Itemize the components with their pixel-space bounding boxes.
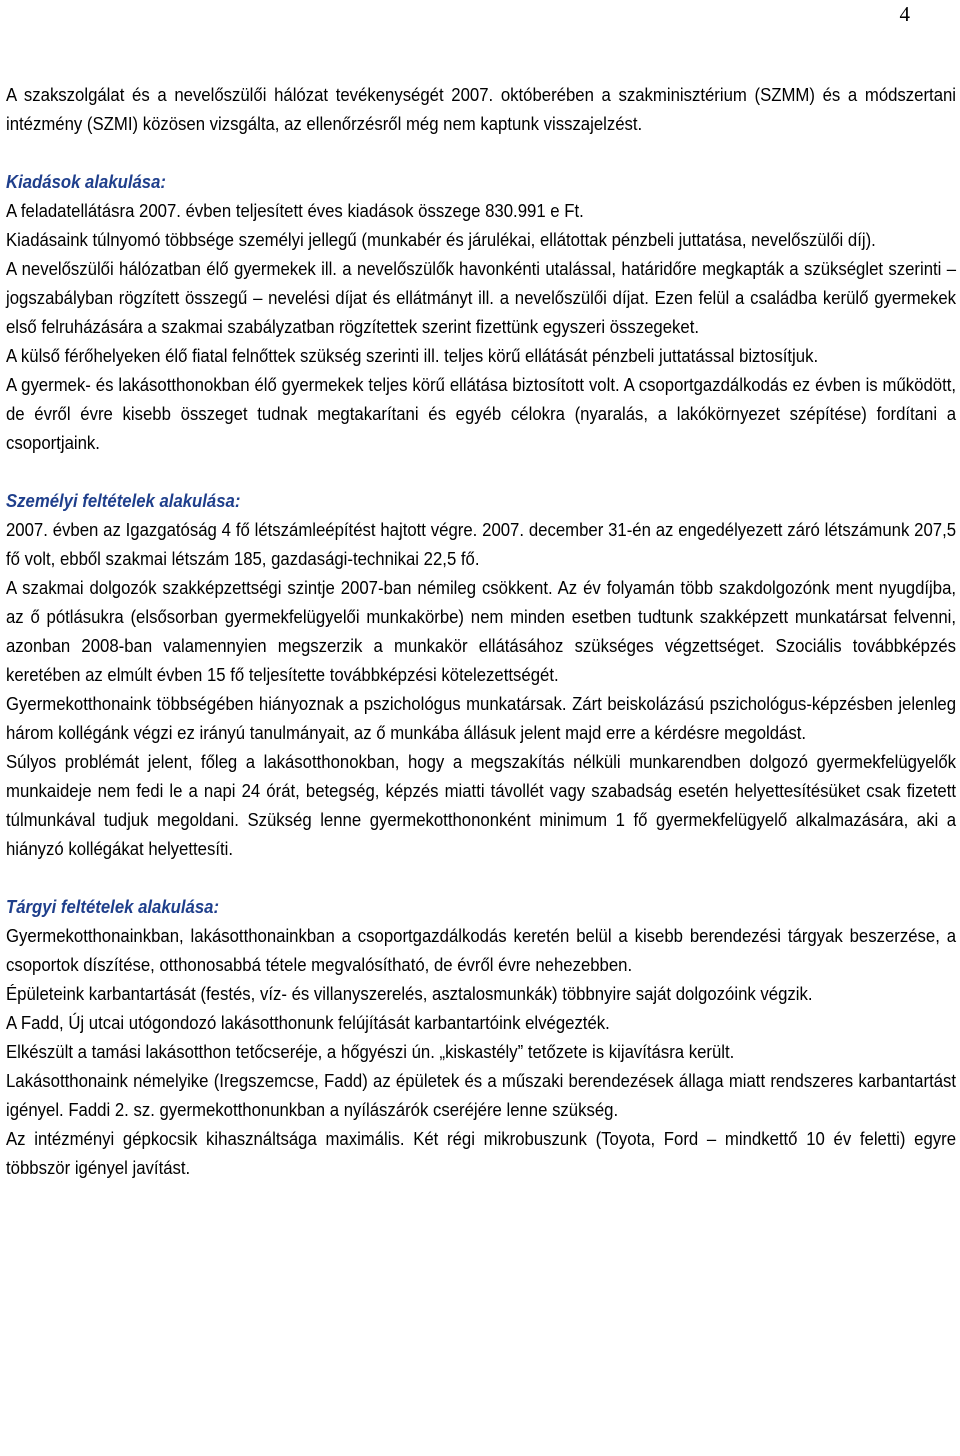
paragraph: Az intézményi gépkocsik kihasználtsága maximális. Két régi mikrobuszunk (Toyota, Ford – mindkettő 10 év feletti) egyre többször igényel javítást. <box>6 1128 957 1178</box>
paragraph: Kiadásaink túlnyomó többsége személyi jellegű (munkabér és járulékai, ellátottak pénzbeli juttatása, nevelőszülői díj). <box>6 229 876 250</box>
section-heading-personnel: Személyi feltételek alakulása: <box>6 490 241 511</box>
paragraph: A külső férőhelyeken élő fiatal felnőttek szükség szerinti ill. teljes körű ellátását pénzbeli juttatással biztosítjuk. <box>6 345 819 366</box>
spacer <box>6 457 956 486</box>
spacer <box>6 863 956 892</box>
document-body <box>6 80 956 1182</box>
paragraph: Elkészült a tamási lakásotthon tetőcseréje, a hőgyészi ún. „kiskastély” tetőzete is kijavításra került. <box>6 1041 735 1062</box>
section-heading-material: Tárgyi feltételek alakulása: <box>6 896 220 917</box>
page-number: 4 <box>899 2 910 26</box>
paragraph: Épületeink karbantartását (festés, víz- és villanyszerelés, asztalosmunkák) többnyire saját dolgozóink végzik. <box>6 983 813 1004</box>
paragraph: A szakmai dolgozók szakképzettségi szintje 2007-ban némileg csökkent. Az év folyamán több szakdolgozónk ment nyugdíjba, az ő pótlásukra (elsősorban gyermekfelügyelői munkakörbe) nem minden esetben tudtunk szakképzett munkatársat felvenni, azonban 2008-ban valamennyien megszerzik a munkakör ellátásához szükséges végzettséget. Szociális továbbképzés keretében az elmúlt évben 15 fő teljesítette továbbképzési kötelezettségét. <box>6 577 957 685</box>
paragraph: Lakásotthonaink némelyike (Iregszemcse, Fadd) az épületek és a műszaki berendezések állaga miatt rendszeres karbantartást igényel. Faddi 2. sz. gyermekotthonunkban a nyílászárók cseréjére lenne szükség. <box>6 1070 957 1120</box>
paragraph: A nevelőszülői hálózatban élő gyermekek ill. a nevelőszülők havonkénti utalással, határidőre megkapták a szükséglet szerinti – jogszabályban rögzített összegű – nevelési díjat és ellátmányt ill. a nevelőszülői díjat. Ezen felül a családba kerülő gyermekek első felruházására a szakmai szabályzatban rögzítettek szerint fizettünk egyszeri összegeket. <box>6 258 957 337</box>
spacer <box>6 138 956 167</box>
paragraph: A gyermek- és lakásotthonokban élő gyermekek teljes körű ellátása biztosított volt. A csoportgazdálkodás ez évben is működött, de évről évre kisebb összeget tudnak megtakarítani és egyéb célokra (nyaralás, a lakókörnyezet szépítése) fordítani a csoportjaink. <box>6 374 957 453</box>
paragraph: 2007. évben az Igazgatóság 4 fő létszámleépítést hajtott végre. 2007. december 31-én az engedélyezett záró létszámunk 207,5 fő volt, ebből szakmai létszám 185, gazdasági-technikai 22,5 fő. <box>6 519 957 569</box>
intro-paragraph: A szakszolgálat és a nevelőszülői hálózat tevékenységét 2007. októberében a szakminisztérium (SZMM) és a módszertani intézmény (SZMI) közösen vizsgálta, az ellenőrzésről még nem kaptunk visszajelzést. <box>6 84 957 134</box>
paragraph: A Fadd, Új utcai utógondozó lakásotthonunk felújítását karbantartóink elvégezték. <box>6 1012 610 1033</box>
section-heading-expenses: Kiadások alakulása: <box>6 171 167 192</box>
paragraph: A feladatellátásra 2007. évben teljesített éves kiadások összege 830.991 e Ft. <box>6 200 584 221</box>
paragraph: Gyermekotthonainkban, lakásotthonainkban a csoportgazdálkodás keretén belül a kisebb berendezési tárgyak beszerzése, a csoportok díszítése, otthonosabbá tétele megvalósítható, de évről évre nehezebben. <box>6 925 957 975</box>
paragraph: Gyermekotthonaink többségében hiányoznak a pszichológus munkatársak. Zárt beiskolázású pszichológus-képzésben jelenleg három kollégánk végzi ez irányú tanulmányait, az ő munkába állásuk jelent majd erre a kérdésre megoldást. <box>6 693 957 743</box>
paragraph: Súlyos problémát jelent, főleg a lakásotthonokban, hogy a megszakítás nélküli munkarendben dolgozó gyermekfelügyelők munkaideje nem fedi le a napi 24 órát, betegség, képzés miatti távollét vagy szabadság esetén helyettesítésüket csak fizetett túlmunkával tudjuk megoldani. Szükség lenne gyermekotthononként minimum 1 fő gyermekfelügyelő alkalmazására, aki a hiányzó kollégákat helyettesíti. <box>6 751 957 859</box>
